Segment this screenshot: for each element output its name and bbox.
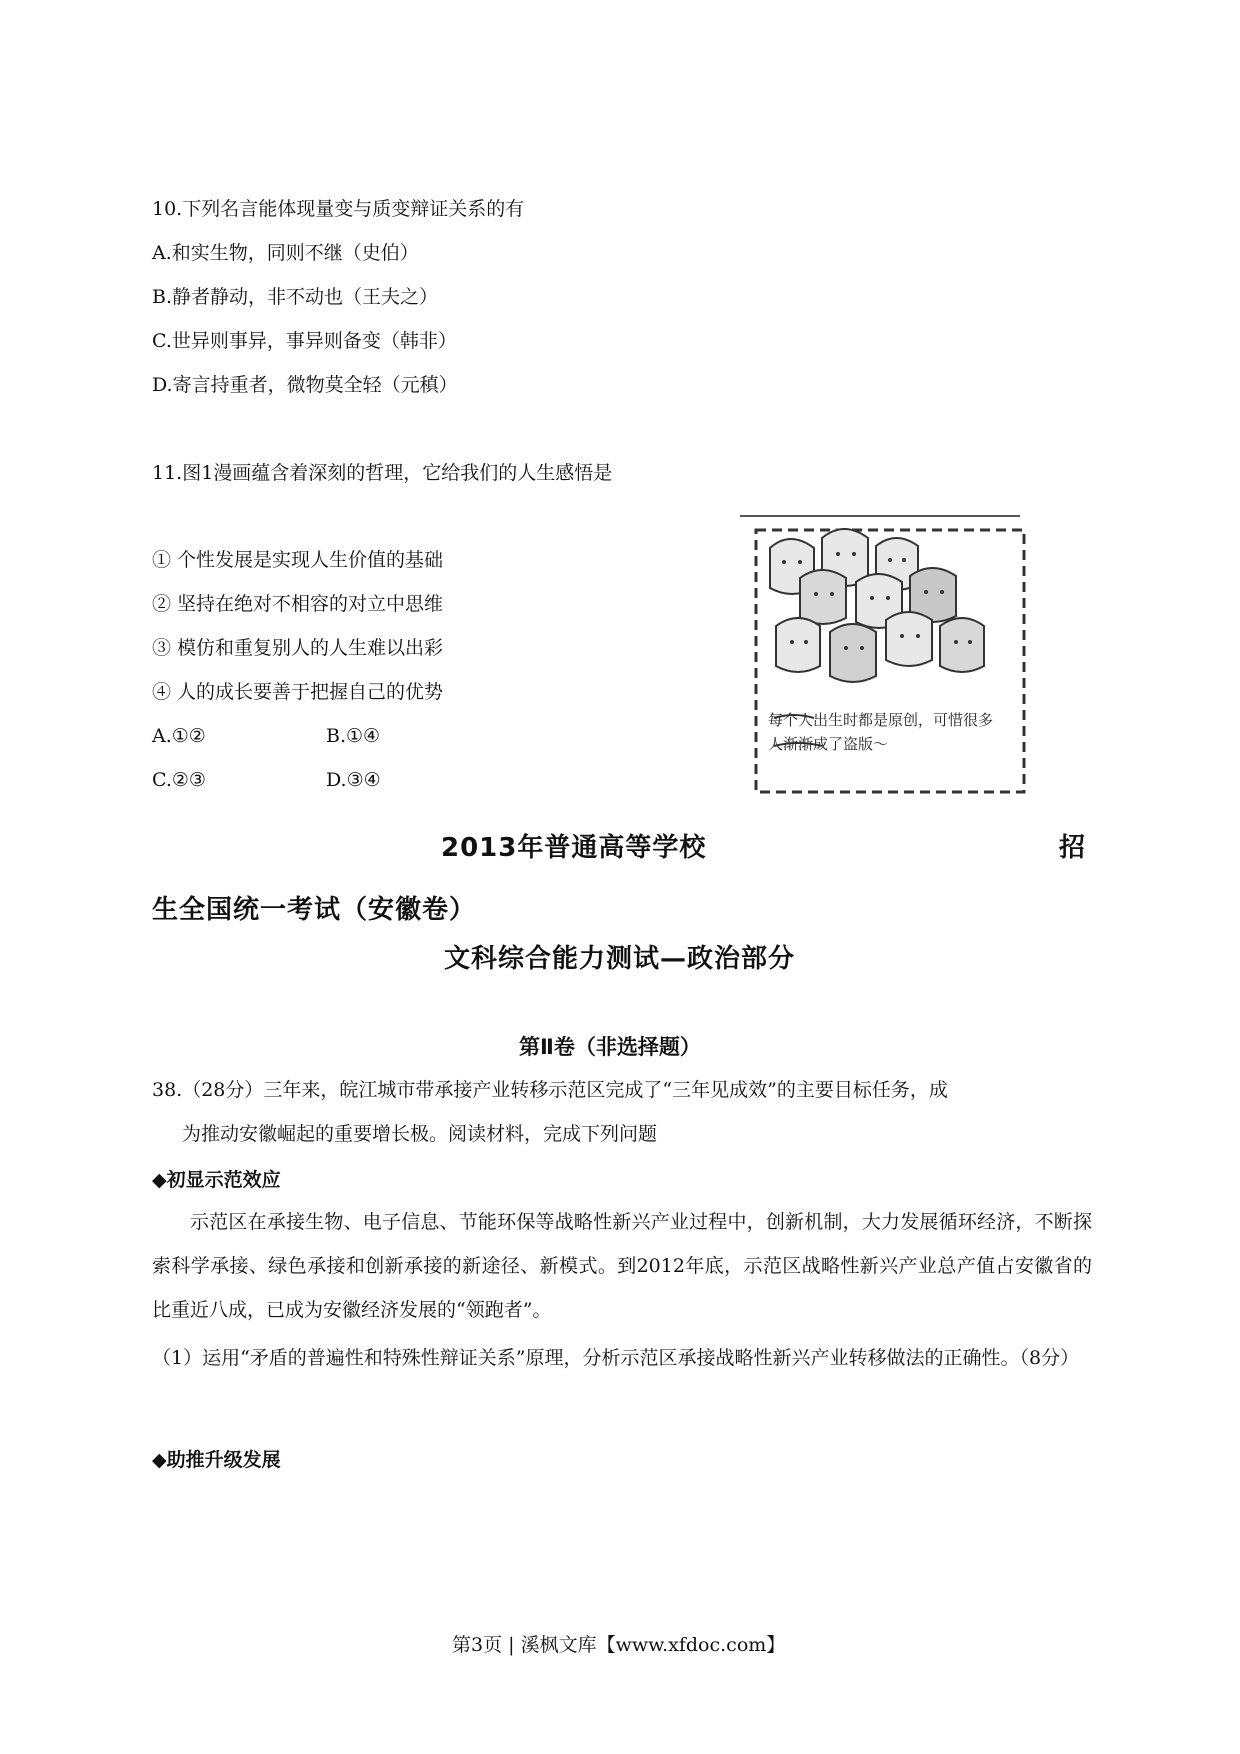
page-footer: 第3页 | 溪枫文库【www.xfdoc.com】 [452,1634,786,1656]
sub-question-1: （1）运用“矛盾的普遍性和特殊性辩证关系”原理，分析示范区承接战略性新兴产业转移做法的正确性。（8分） [152,1347,1080,1369]
q11-choice-c: C.②③ [152,769,206,791]
section1-paragraph: 示范区在承接生物、电子信息、节能环保等战略性新兴产业过程中，创新机制，大力发展循环经济，不断探索科学承接、绿色承接和创新承接的新途径、新模式。到2012年底，示范区战略性新兴产业总产值占安徽省的比重近八成，已成为安徽经济发展的“领跑者”。 [152,1211,1092,1321]
q11-statement-4: ④ 人的成长要善于把握自己的优势 [152,681,444,703]
part2-heading: 第Ⅱ卷（非选择题） [519,1035,701,1059]
q10-stem: 10.下列名言能体现量变与质变辩证关系的有 [152,198,525,220]
title-line1-left: 2013年普通高等学校 [441,833,707,863]
q11-choice-a: A.①② [152,725,206,747]
cartoon-drawing [740,508,1032,802]
q38-intro-line2: 为推动安徽崛起的重要增长极。阅读材料，完成下列问题 [182,1123,658,1145]
q10-option-a: A.和实生物，同则不继（史伯） [152,242,419,264]
q10-option-c: C.世异则事异，事异则备变（韩非） [152,330,457,352]
cartoon-figure [740,508,1032,802]
title-subtitle: 文科综合能力测试—政治部分 [444,944,796,974]
q11-stem: 11.图1漫画蕴含着深刻的哲理，它给我们的人生感悟是 [152,462,613,484]
q11-statement-2: ② 坚持在绝对不相容的对立中思维 [152,593,444,615]
q10-option-b: B.静者静动，非不动也（王夫之） [152,286,439,308]
q38-intro-line1: 38.（28分）三年来，皖江城市带承接产业转移示范区完成了“三年见成效”的主要目标任务，成 [152,1079,948,1101]
title-line2: 生全国统一考试（安徽卷） [152,895,477,925]
section2-heading: ◆助推升级发展 [152,1449,281,1471]
q11-statement-3: ③ 模仿和重复别人的人生难以出彩 [152,637,444,659]
title-line1-right: 招 [1059,833,1087,863]
q11-choice-b: B.①④ [326,725,381,747]
q11-choice-d: D.③④ [326,769,381,791]
section1-heading: ◆初显示范效应 [152,1169,281,1191]
q11-statement-1: ① 个性发展是实现人生价值的基础 [152,549,444,571]
q10-option-d: D.寄言持重者，微物莫全轻（元稹） [152,374,458,396]
cartoon-caption: 每个人出生时都是原创，可惜很多人渐渐成了盗版～ [768,711,994,753]
